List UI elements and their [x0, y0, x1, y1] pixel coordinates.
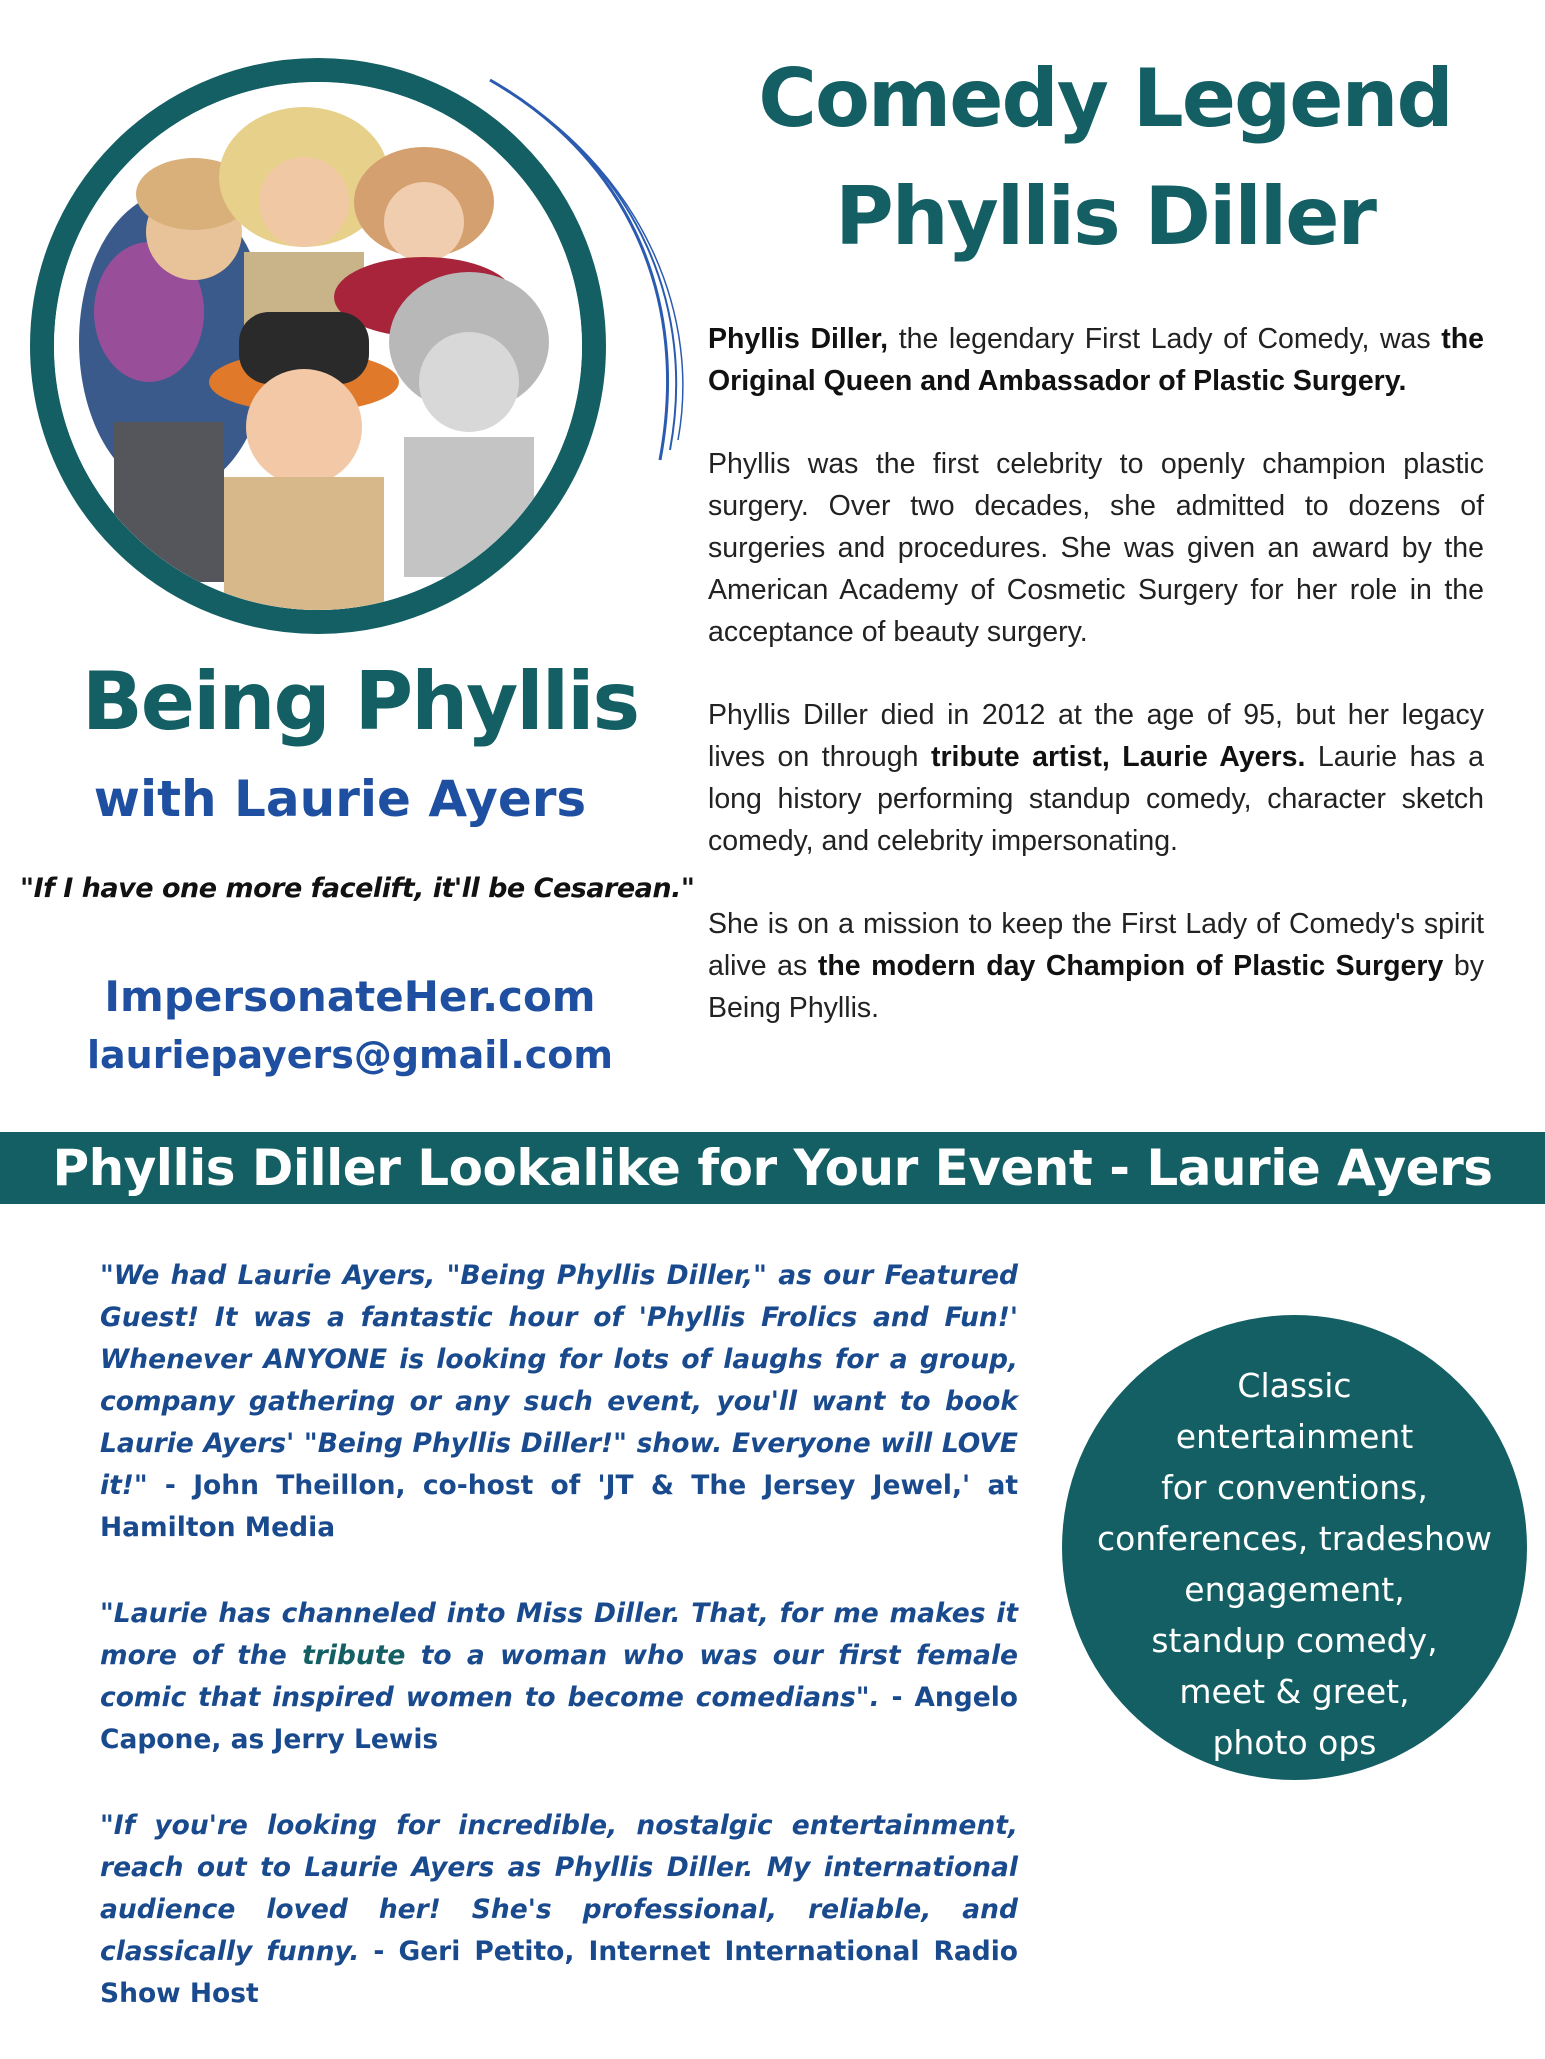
services-circle: [1062, 1315, 1527, 1780]
testimonial-quote: "Laurie has channeled into Miss Diller. That, for me makes it more of the: [100, 1598, 1018, 1671]
service-item: Classic: [1237, 1366, 1352, 1405]
services-list: [1062, 1360, 1527, 1768]
bio-text-span: the legendary First Lady of Comedy, was: [888, 323, 1442, 355]
testimonial: [100, 1255, 1018, 1549]
email-link[interactable]: lauriepayers@gmail.com: [87, 1033, 613, 1077]
photo-collage-circle: [30, 58, 606, 634]
bio-text-span: She is on a mission to keep the First Lady of Comedy's spirit alive as: [708, 908, 1484, 982]
bio-paragraph: [708, 903, 1484, 1029]
bio-bold: the modern day Champion of Plastic Surgery: [817, 950, 1444, 982]
bio-bold: tribute artist, Laurie Ayers.: [930, 741, 1306, 773]
testimonial: [100, 1805, 1018, 2015]
testimonial-attribution: - John Theillon, co-host of 'JT & The Jersey Jewel,' at Hamilton Media: [100, 1470, 1018, 1543]
service-item: meet & greet,: [1179, 1672, 1410, 1711]
section-banner: [0, 1132, 1545, 1204]
testimonial-quote: to a woman who was our first female comic that inspired women to become comedians".: [100, 1640, 1018, 1713]
banner-title: Phyllis Diller Lookalike for Your Event - Laurie Ayers: [52, 1139, 1493, 1197]
bio-bold: the Original Queen and Ambassador of Plastic Surgery.: [708, 323, 1485, 397]
testimonial-quote-bold: tribute: [302, 1640, 406, 1671]
website-link[interactable]: ImpersonateHer.com: [104, 972, 596, 1021]
testimonials: [100, 1255, 1018, 2059]
headline-line-2: Phyllis Diller: [835, 170, 1375, 263]
collage-illustration: [54, 82, 582, 610]
bio-text: [708, 318, 1484, 1070]
bio-paragraph: [708, 318, 1484, 402]
bio-paragraph: [708, 694, 1484, 862]
bio-text-span: Phyllis Diller died in 2012 at the age of 95, but her legacy lives on through: [708, 699, 1484, 773]
bio-paragraph: Phyllis was the first celebrity to openly champion plastic surgery. Over two decades, she admitted to dozens of surgeries and procedures. She was given an award by the American Academy of Cosmetic Surgery for her role in the acceptance of beauty surgery.: [708, 448, 1484, 648]
service-item: for conventions,: [1161, 1468, 1428, 1507]
service-item: conferences, tradeshow: [1096, 1519, 1493, 1558]
service-item: photo ops: [1212, 1723, 1377, 1762]
bio-bold: Phyllis Diller,: [708, 323, 889, 355]
bio-text-span: Laurie has a long history performing standup comedy, character sketch comedy, and celebrity impersonating.: [708, 741, 1485, 857]
service-item: engagement,: [1184, 1570, 1405, 1609]
show-subtitle: with Laurie Ayers: [93, 770, 587, 828]
testimonial: [100, 1593, 1018, 1761]
service-item: standup comedy,: [1151, 1621, 1438, 1660]
tagline-quote: "If I have one more facelift, it'll be Cesarean.": [20, 873, 695, 904]
testimonial-attribution: - Geri Petito, Internet International Radio Show Host: [100, 1936, 1018, 2009]
testimonial-attribution: - Angelo Capone, as Jerry Lewis: [100, 1682, 1018, 1755]
testimonial-quote: "If you're looking for incredible, nostalgic entertainment, reach out to Laurie Ayers as Phyllis Diller. My international audience loved her! She's professional, reliable, and classically funny.: [100, 1810, 1018, 1967]
show-title: Being Phyllis: [81, 655, 639, 748]
main-headline: [705, 40, 1505, 276]
headline-line-1: Comedy Legend: [758, 52, 1452, 145]
service-item: entertainment: [1175, 1417, 1414, 1456]
bio-text-span: by Being Phyllis.: [708, 950, 1484, 1024]
testimonial-quote: "We had Laurie Ayers, "Being Phyllis Diller," as our Featured Guest! It was a fantastic hour of 'Phyllis Frolics and Fun!' Whenever ANYONE is looking for lots of laughs for a group, company gathering or any such event, you'll want to book Laurie Ayers' "Being Phyllis Diller!" show. Everyone will LOVE it!": [100, 1260, 1018, 1501]
